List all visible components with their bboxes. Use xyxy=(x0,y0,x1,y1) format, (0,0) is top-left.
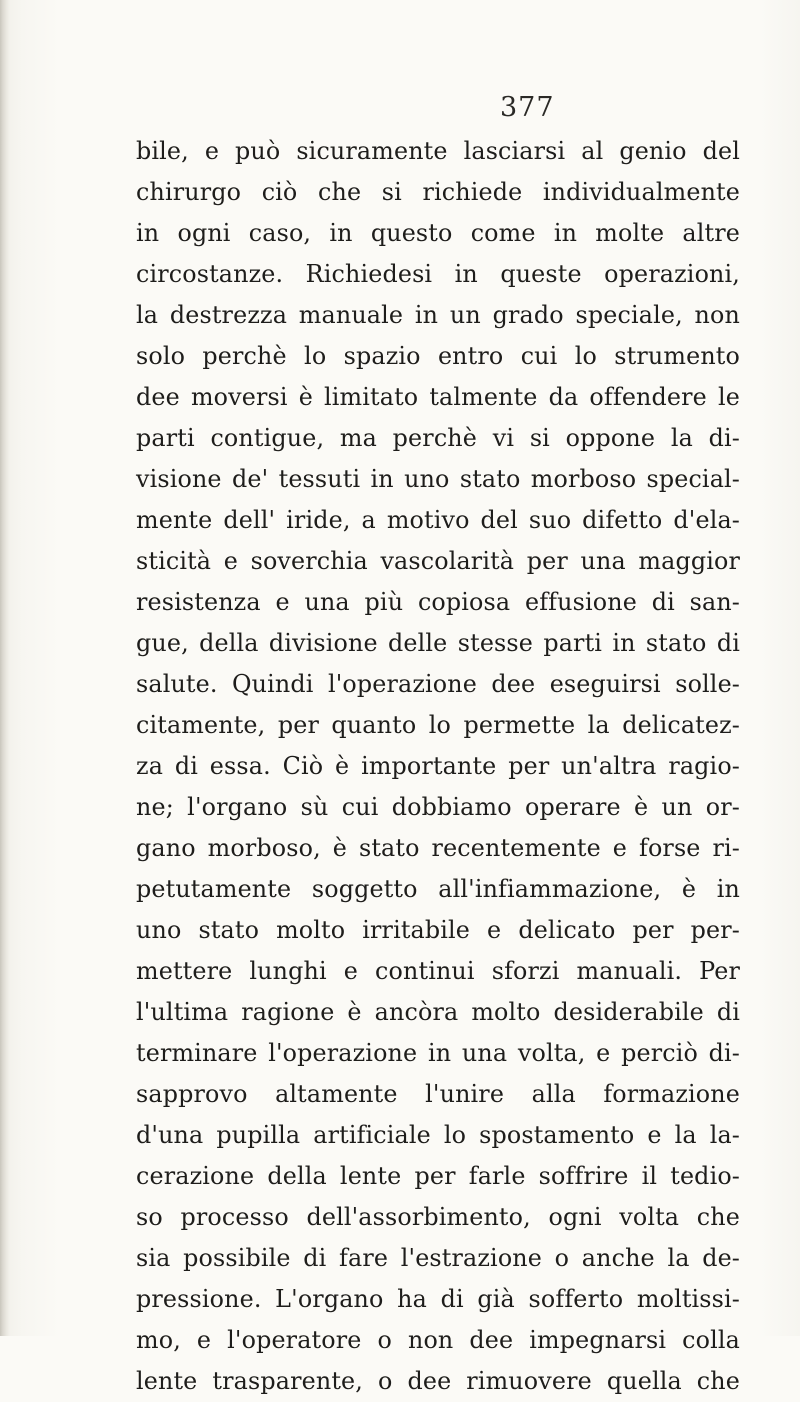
text-line: dee moversi è limitato talmente da offendere le xyxy=(136,383,740,411)
text-line: sapprovo altamente l'unire alla formazione xyxy=(136,1080,740,1108)
text-line: so processo dell'assorbimento, ogni volta che xyxy=(136,1203,740,1231)
text-line: terminare l'operazione in una volta, e perciò di- xyxy=(136,1039,740,1067)
text-line: sticità e soverchia vascolarità per una maggior xyxy=(136,547,740,575)
text-line: in ogni caso, in questo come in molte altre xyxy=(136,219,740,247)
text-line: resistenza e una più copiosa effusione di san- xyxy=(136,588,740,616)
text-line: solo perchè lo spazio entro cui lo strumento xyxy=(136,342,740,370)
text-line: gue, della divisione delle stesse parti in stato di xyxy=(136,629,740,657)
text-line: mente dell' iride, a motivo del suo difetto d'ela- xyxy=(136,506,740,534)
text-line: bile, e può sicuramente lasciarsi al genio del xyxy=(136,137,740,165)
text-line: salute. Quindi l'operazione dee eseguirsi solle- xyxy=(136,670,740,698)
text-line: chirurgo ciò che si richiede individualmente xyxy=(136,178,740,206)
text-line: pressione. L'organo ha di già sofferto moltissi- xyxy=(136,1285,740,1313)
text-line: circostanze. Richiedesi in queste operazioni, xyxy=(136,260,740,288)
text-line: gano morboso, è stato recentemente e forse ri- xyxy=(136,834,740,862)
text-line: lente trasparente, o dee rimuovere quella che xyxy=(136,1367,740,1395)
body-text xyxy=(136,131,740,1402)
text-line: za di essa. Ciò è importante per un'altra ragio- xyxy=(136,752,740,780)
text-line: d'una pupilla artificiale lo spostamento e la la- xyxy=(136,1121,740,1149)
text-line: l'ultima ragione è ancòra molto desiderabile di xyxy=(136,998,740,1026)
text-line: parti contigue, ma perchè vi si oppone la di- xyxy=(136,424,740,452)
text-line: sia possibile di fare l'estrazione o anche la de- xyxy=(136,1244,740,1272)
text-line: uno stato molto irritabile e delicato per per- xyxy=(136,916,740,944)
text-line: mo, e l'operatore o non dee impegnarsi colla xyxy=(136,1326,740,1354)
text-line: la destrezza manuale in un grado speciale, non xyxy=(136,301,740,329)
text-line: citamente, per quanto lo permette la delicatez- xyxy=(136,711,740,739)
text-line: mettere lunghi e continui sforzi manuali. Per xyxy=(136,957,740,985)
text-line: cerazione della lente per farle soffrire il tedio- xyxy=(136,1162,740,1190)
page-binding-edge xyxy=(0,0,10,1336)
text-line: ne; l'organo sù cui dobbiamo operare è un or- xyxy=(136,793,740,821)
text-line: visione de' tessuti in uno stato morboso special- xyxy=(136,465,740,493)
page-number: 377 xyxy=(500,92,555,123)
text-line: petutamente soggetto all'infiammazione, è in xyxy=(136,875,740,903)
